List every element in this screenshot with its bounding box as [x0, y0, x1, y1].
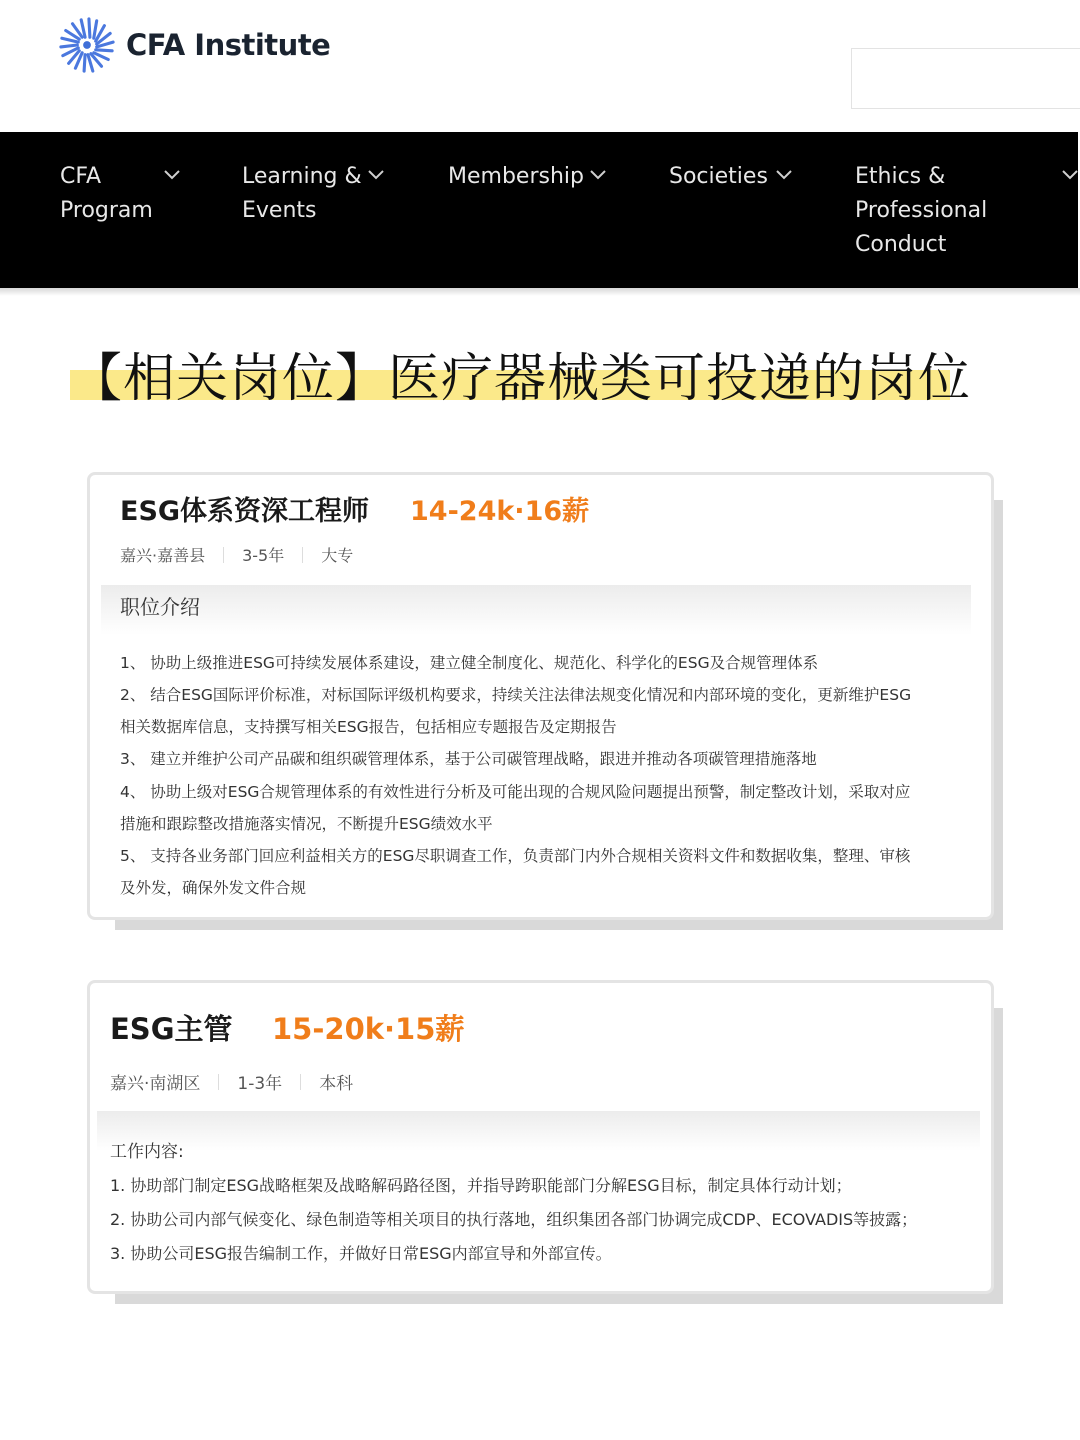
divider [300, 1074, 301, 1090]
description-line: 5、 支持各业务部门回应利益相关方的ESG尽职调查工作，负责部门内外合规相关资料文件和数据收集，整理、审核 [120, 847, 911, 865]
nav-label-line: Ethics & [855, 164, 946, 189]
page-title: 【相关岗位】医疗器械类可投递的岗位 [70, 349, 972, 409]
section-title: 工作内容: [110, 1142, 184, 1162]
nav-label-line: Events [242, 198, 317, 223]
job-card[interactable] [87, 980, 994, 1294]
nav-item-societies[interactable] [669, 160, 768, 194]
search-input[interactable] [851, 48, 1080, 109]
description-line: 3、 建立并维护公司产品碳和组织碳管理体系，基于公司碳管理战略，跟进并推动各项碳管理措施落地 [120, 750, 817, 768]
description-line: 措施和跟踪整改措施落实情况，不断提升ESG绩效水平 [120, 815, 493, 833]
job-title: ESG体系资深工程师 [120, 496, 370, 527]
cfa-globe-icon [58, 16, 116, 74]
nav-label-line: CFA [60, 164, 102, 189]
section-band [97, 1111, 980, 1151]
main-nav [0, 132, 1078, 288]
job-location: 嘉兴·南湖区 [110, 1074, 201, 1094]
job-education: 大专 [321, 546, 354, 565]
chevron-down-icon [162, 164, 182, 184]
nav-item-cfa-program[interactable] [60, 160, 153, 228]
chevron-down-icon [774, 164, 794, 184]
description-line: 相关数据库信息，支持撰写相关ESG报告，包括相应专题报告及定期报告 [120, 718, 617, 736]
headline-block [70, 336, 972, 409]
chevron-down-icon [1060, 164, 1080, 184]
section-title: 职位介绍 [120, 595, 200, 619]
job-experience: 1-3年 [237, 1074, 283, 1094]
cfa-logo[interactable] [58, 16, 330, 74]
job-education: 本科 [319, 1074, 354, 1094]
chevron-down-icon [366, 164, 386, 184]
chevron-down-icon [588, 164, 608, 184]
nav-shadow [0, 288, 1080, 296]
logo-text: CFA Institute [126, 28, 331, 62]
divider [218, 1074, 219, 1090]
site-header [0, 0, 1080, 132]
nav-item-ethics[interactable] [855, 160, 987, 262]
section-band [101, 585, 971, 635]
nav-item-membership[interactable] [448, 160, 584, 194]
description-line: 4、 协助上级对ESG合规管理体系的有效性进行分析及可能出现的合规风险问题提出预警，制定整改计划，采取对应 [120, 783, 911, 801]
nav-label-line: Program [60, 198, 153, 223]
description-line: 2. 协助公司内部气候变化、绿色制造等相关项目的执行落地，组织集团各部门协调完成CDP、ECOVADIS等披露； [110, 1210, 918, 1229]
nav-label-line: Conduct [855, 232, 947, 257]
description-line: 及外发，确保外发文件合规 [120, 879, 307, 897]
nav-label-line: Professional [855, 198, 988, 223]
job-location: 嘉兴·嘉善县 [120, 546, 206, 565]
description-line: 3. 协助公司ESG报告编制工作，并做好日常ESG内部宣导和外部宣传。 [110, 1244, 612, 1263]
nav-label-line: Membership [448, 164, 584, 189]
nav-label-line: Societies [669, 164, 768, 189]
divider [302, 547, 303, 563]
nav-item-learning-events[interactable] [242, 160, 362, 228]
nav-label-line: Learning & [242, 164, 362, 189]
description-line: 1、 协助上级推进ESG可持续发展体系建设，建立健全制度化、规范化、科学化的ESG及合规管理体系 [120, 654, 819, 672]
job-salary: 14-24k·16薪 [410, 496, 590, 527]
job-meta [110, 1069, 353, 1094]
job-meta [120, 543, 353, 566]
description-line: 1. 协助部门制定ESG战略框架及战略解码路径图，并指导跨职能部门分解ESG目标，制定具体行动计划； [110, 1176, 852, 1195]
job-title: ESG主管 [110, 1012, 233, 1046]
job-card[interactable] [87, 472, 994, 920]
job-experience: 3-5年 [242, 546, 285, 565]
description-line: 2、 结合ESG国际评价标准，对标国际评级机构要求，持续关注法律法规变化情况和内部环境的变化，更新维护ESG [120, 686, 912, 704]
job-salary: 15-20k·15薪 [272, 1012, 465, 1046]
divider [223, 547, 224, 563]
